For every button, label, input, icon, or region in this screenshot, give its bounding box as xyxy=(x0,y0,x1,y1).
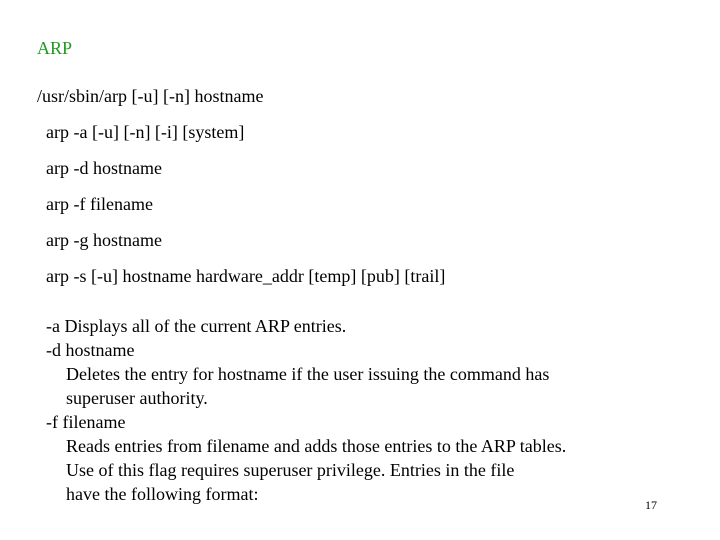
usage-line: arp -a [-u] [-n] [-i] [system] xyxy=(46,122,245,142)
option-line: -f filename xyxy=(46,412,126,432)
option-description: have the following format: xyxy=(66,484,259,504)
option-description: Use of this flag requires superuser privilege. Entries in the file xyxy=(66,460,515,480)
usage-synopsis: /usr/sbin/arp [-u] [-n] hostname xyxy=(37,86,264,106)
usage-line: arp -d hostname xyxy=(46,158,162,178)
usage-line: arp -s [-u] hostname hardware_addr [temp] [pub] [trail] xyxy=(46,266,446,286)
option-descriptions xyxy=(46,314,666,506)
option-description: Reads entries from filename and adds those entries to the ARP tables. xyxy=(66,436,567,456)
option-description: Deletes the entry for hostname if the user issuing the command has xyxy=(66,364,550,384)
usage-line: arp -f filename xyxy=(46,194,153,214)
slide-title: ARP xyxy=(37,38,73,58)
option-description: superuser authority. xyxy=(66,388,208,408)
usage-list xyxy=(46,122,445,302)
usage-line: arp -g hostname xyxy=(46,230,162,250)
option-line: -d hostname xyxy=(46,340,135,360)
page-number: 17 xyxy=(645,498,657,512)
option-line: -a Displays all of the current ARP entries. xyxy=(46,316,347,336)
